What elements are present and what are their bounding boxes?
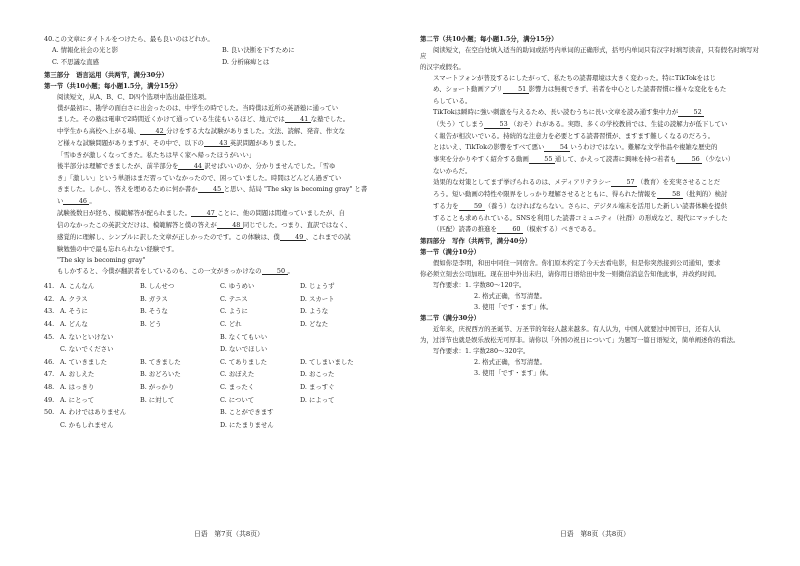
passage-text: 事実を分かりやすく紹介する動画 — [433, 155, 529, 164]
writing2-req-2: 2. 格式正确，书写清楚。 — [474, 358, 547, 367]
q40-option-c: C. 不思議な直感 — [52, 58, 100, 67]
passage-line — [420, 109, 760, 116]
option-row — [44, 321, 384, 327]
blank-number: 55 — [529, 156, 555, 163]
option-choice: D. ないでほしい — [220, 345, 268, 354]
passage-line — [44, 198, 384, 205]
blank-number: 46 — [63, 198, 89, 205]
passage-text: （おそ）れがある。実際、多くの学校教員では、生徒の読解力が低下してい — [510, 120, 728, 129]
writing2-req-1: 写作要求：1. 字数280～320字。 — [433, 347, 530, 356]
blank-number: 48 — [217, 222, 243, 229]
passage-text: （少ない） — [702, 155, 735, 164]
passage-text: 通して、かえって読書に興味を持つ若者も — [554, 155, 677, 164]
question-number: 41. — [44, 282, 55, 291]
blank-number: 41 — [285, 116, 311, 123]
writing1-header: 第一节（满分10分） — [420, 248, 481, 257]
passage-text: ことに、他の問題は間違っていましたが、自 — [217, 208, 346, 217]
passage-line — [420, 144, 760, 151]
passage-text: とはいえ、TikTokの影響をすべて悪い — [433, 143, 545, 152]
passage-line — [44, 210, 384, 217]
option-choice: B. ガラス — [140, 294, 168, 303]
passage-line — [420, 203, 760, 210]
writing2-header: 第二节（满分30分） — [420, 314, 481, 323]
blank-number: 47 — [191, 210, 217, 217]
option-row — [44, 409, 384, 415]
q40-option-a: A. 情報化社会の光と影 — [52, 46, 119, 54]
blank-number: 49 — [280, 234, 306, 241]
passage-line — [44, 140, 384, 147]
passage-line — [44, 234, 384, 241]
passage-line — [44, 163, 384, 170]
passage-text: 同じでした。つまり、直訳ではなく、 — [242, 220, 352, 229]
passage-text: 効果的な対策としてまず挙げられるのは、メディアリテラシー — [433, 178, 612, 187]
passage-line — [44, 222, 384, 229]
option-choice: C. おぼえた — [220, 370, 255, 379]
passage-line — [420, 75, 760, 81]
passage-text: な塾でした。 — [310, 114, 350, 123]
blank-number: 56 — [676, 156, 702, 163]
option-choice: B. おどろいた — [140, 370, 181, 379]
section2-instruction-2: 的汉字或假名。 — [420, 63, 465, 72]
section2-instruction-1: 阅读短文，在空白处填入适当的助词或括号内单词的正确形式，括号内单词只有汉字时填写读音，只有假名时填写对应 — [420, 46, 759, 61]
option-choice: C. どれ — [220, 320, 242, 328]
option-choice: C. まったく — [220, 382, 255, 391]
question-number: 42. — [44, 294, 55, 303]
option-choice: C. ように — [220, 307, 248, 316]
passage-line — [44, 116, 384, 123]
question-number: 47. — [44, 370, 55, 379]
option-row — [44, 384, 384, 390]
q40-option-d: D. 分析麻痺とは — [222, 58, 270, 67]
part3-header: 第三部分 语言运用（共两节，满分30分） — [44, 70, 168, 79]
question-number: 49. — [44, 395, 55, 404]
passage-line — [420, 215, 760, 221]
passage-line — [420, 156, 760, 163]
option-choice: C. について — [220, 395, 255, 404]
blank-number: 42 — [140, 128, 166, 135]
option-row — [44, 422, 384, 428]
passage-text: ました。その塾は電車で2時間近くかけて通っている生徒もいるほど、地元では — [57, 114, 285, 123]
page-7-footer: 日语 第7页（共8页） — [194, 530, 264, 538]
option-choice: D. おこった — [300, 370, 335, 379]
option-choice — [300, 346, 380, 352]
option-choice: B. ことができます — [220, 408, 274, 417]
option-choice: D. によって — [300, 395, 335, 404]
option-row — [44, 371, 384, 377]
writing1-req-3: 3. 使用「です・ます」体。 — [474, 303, 553, 312]
option-choice — [140, 346, 220, 352]
page-8-column — [420, 36, 760, 381]
option-choice: A. こんなん — [60, 282, 95, 291]
passage-line — [420, 168, 760, 174]
question-number — [44, 346, 60, 352]
passage-text: する力を — [433, 202, 459, 211]
blank-number: 44 — [178, 163, 204, 170]
passage-text: 中学生から高校へ上がる場、 — [57, 126, 141, 135]
passage-text: 、これまでの試 — [305, 232, 351, 241]
q40-option-b: B. 良い決断を下すために — [222, 46, 295, 54]
section1-instruction: 阅读短文，从A、B、C、D四个选项中选出最佳选项。 — [57, 92, 211, 101]
q40-options-row-1 — [44, 47, 384, 53]
passage-text: い — [57, 196, 64, 205]
option-choice: A. ないといけない — [60, 332, 114, 341]
passage-line — [44, 128, 384, 135]
option-choice — [300, 409, 380, 415]
passage-line — [44, 152, 384, 158]
passage-text: き」「激しい」という単語はまだ習っていなかったので、困っていました。時間はどんどん過ぎてい — [57, 173, 342, 182]
passage-line — [420, 191, 760, 198]
option-choice: D. にたまりません — [220, 420, 274, 429]
option-row — [44, 359, 384, 365]
passage-text: ろう。短い動画の特性や限界をしっかり理解させるとともに、得られた情報を — [433, 190, 657, 199]
option-choice — [300, 334, 380, 340]
passage-text: （批判的）検討 — [682, 190, 728, 199]
blank-number: 43 — [204, 140, 230, 147]
passage-line — [44, 186, 384, 193]
option-choice: A. そうに — [60, 307, 88, 316]
option-choice: B. に対して — [140, 395, 175, 404]
passage-text: （養う）なければならない。さらに、デジタル端末を活用した新しい読書体験を提供 — [484, 202, 728, 211]
option-choice: C. テニス — [220, 294, 248, 303]
passage-line — [420, 98, 760, 104]
passage-text: 僕が最初に、勘学の面白さに出会ったのは、中学生の時でした。当時僕は近所の英語塾に通ってい — [57, 103, 339, 112]
option-choice: B. なくてもいい — [220, 332, 268, 341]
passage-line — [420, 226, 760, 233]
option-choice — [140, 334, 220, 340]
option-choice: A. ていきました — [60, 357, 108, 366]
section1-header: 第一节（共10小题；每小题1.5分，满分15分） — [44, 81, 182, 90]
question-number: 46. — [44, 357, 55, 366]
option-row — [44, 346, 384, 352]
q40-stem: 40.この文章にタイトルをつけたら、最も良いのはどれか。 — [44, 35, 214, 43]
passage-line — [44, 257, 384, 263]
blank-number: 51 — [503, 86, 529, 93]
question-number: 43. — [44, 307, 55, 316]
passage-text: 信のなかったこの英訳文だけは、模範解答と僕の答えが — [57, 220, 217, 229]
blank-number: 50 — [262, 268, 288, 275]
passage-text: いうわけではない。難解な文学作品や複雑な歴史的 — [570, 143, 718, 152]
page-8-footer: 日语 第8页（共8页） — [560, 530, 630, 538]
passage-line — [44, 246, 384, 252]
blank-number: 57 — [611, 179, 637, 186]
passage-text: 訳せばいいのか、分かりませんでした。「雪ゆ — [204, 161, 336, 170]
passage-text: ないからだ。 — [433, 167, 472, 176]
option-choice: A. クラス — [60, 294, 88, 303]
option-choice: B. そうな — [140, 307, 168, 316]
option-choice: D. スカート — [300, 294, 335, 303]
passage-text: 影響力は無視できず、若者を中心とした読書習慣に様々な変化をもた — [528, 85, 727, 94]
option-choice: B. がっかり — [140, 382, 175, 391]
passage-text: 感覚的に理解し、シンプルに訳した文章が正しかったのです。この体験は、僕 — [57, 232, 280, 241]
option-choice: D. てしまいました — [300, 357, 354, 366]
passage-line — [44, 105, 384, 111]
blank-number: 59 — [459, 203, 485, 210]
cloze-options — [44, 283, 384, 428]
option-row — [44, 308, 384, 314]
option-row — [44, 296, 384, 302]
passage-text: 英訳問題がありました。 — [229, 138, 301, 147]
blank-number: 54 — [544, 144, 570, 151]
option-choice — [140, 409, 220, 415]
option-choice: C. ゆうめい — [220, 282, 255, 291]
option-choice: D. まっすぐ — [300, 382, 335, 391]
passage-line — [420, 121, 760, 128]
writing1-req-1: 写作要求：1. 字数80～120字。 — [433, 281, 526, 290]
option-choice: C. かもしれません — [60, 420, 114, 429]
option-choice: D. どなた — [300, 320, 329, 328]
option-choice: D. じょうず — [300, 282, 335, 291]
passage-text: することも求められている。SNSを利用した読書コミュニティ（社群）の形成など、現代にマッチした — [433, 214, 728, 223]
blank-number: 53 — [484, 121, 510, 128]
option-choice: C. ないでください — [60, 345, 114, 354]
writing1-prompt-1: 假如你是李明，和田中同住一同宿舍。你们原本约定了今天去看电影，但是你突然接到公司通知，要求 — [433, 259, 721, 268]
passage-text: 分けをする大な試験がありました。文法、読解、発音、作文な — [166, 126, 346, 135]
fill-passage — [420, 75, 760, 233]
section2-header: 第二节（共10小题；每小题1.5分，满分15分） — [420, 35, 558, 43]
blank-number: 60 — [497, 226, 523, 233]
blank-number: 45 — [198, 186, 224, 193]
passage-line — [420, 86, 760, 93]
blank-number: 52 — [678, 109, 704, 116]
passage-line — [44, 175, 384, 181]
writing2-req-3: 3. 使用「です・ます」体。 — [474, 369, 553, 378]
option-choice: B. てきました — [140, 357, 181, 366]
writing1-req-2: 2. 格式正确，书写清楚。 — [474, 292, 547, 301]
passage-text: きました。しかし、答えを埋めるために何か書か — [57, 184, 198, 193]
question-number: 48. — [44, 382, 55, 391]
passage-text: らしている。 — [433, 97, 472, 106]
question-number: 50. — [44, 408, 55, 417]
passage-text: 後半部分は理解できましたが、前半部分を — [57, 161, 179, 170]
writing2-prompt-2: 为，过洋节也就是娱乐放松无可厚非。请你以「外国の祝日について」为题写一篇日语短文，简单阐述你的看法。 — [420, 336, 740, 345]
part4-header: 第四部分 写作（共两节，满分40分） — [420, 237, 532, 246]
passage-text: （教育）を充実させることだ — [637, 178, 721, 187]
option-choice: C. てありました — [220, 357, 268, 366]
passage-text: スマートフォンが普及するにしたがって、私たちの読書環境は大きく変わった。特にTikTokをはじ — [433, 74, 716, 83]
option-choice: B. しんせつ — [140, 282, 175, 291]
passage-text: 。 — [89, 196, 96, 205]
passage-text: 。 — [287, 266, 294, 275]
option-choice: A. はっきり — [60, 382, 95, 391]
option-choice: A. にとって — [60, 395, 95, 404]
question-number: 44. — [44, 320, 55, 328]
passage-text: 試験後数日が経ち、模範解答が配られました。 — [57, 208, 192, 217]
passage-text: 「雪ゆきが激しくなってきた。私たちは早く家へ帰ったほうがいい」 — [57, 150, 256, 159]
passage-text: "The sky is becoming gray" — [57, 255, 146, 264]
option-row — [44, 334, 384, 340]
question-number — [44, 422, 60, 428]
passage-text: め、ショート動画アプリ — [433, 85, 503, 94]
passage-line — [420, 179, 760, 186]
blank-number: 58 — [657, 191, 683, 198]
passage-text: （匹配）読書の推進を — [433, 225, 497, 234]
passage-line — [44, 268, 384, 275]
writing2-prompt-1: 近年来，庆祝西方的圣诞节、万圣节的年轻人越来越多。有人认为，中国人就要过中国节日，还有人认 — [433, 325, 721, 334]
question-number: 45. — [44, 332, 55, 341]
passage-text: ど様々な試験問題がありますが、その中で、以下の — [57, 138, 204, 147]
option-choice: A. わけではありません — [60, 408, 127, 417]
passage-text: TikTokは瞬時に強い刺激を与えるため、長い読むうちに長い文章を読み通す集中力が — [433, 108, 679, 117]
page-7-column — [44, 36, 384, 434]
passage-text: と思い、結局 "The sky is becoming gray" と書 — [223, 184, 368, 193]
passage-text: もしかすると、今僕が翻訳者をしているのも、この一文がきっかけなの — [57, 266, 262, 275]
passage-text: （失う）てしまう — [433, 120, 485, 129]
option-choice: D. ような — [300, 307, 329, 316]
option-choice: A. おしえた — [60, 370, 95, 379]
cloze-passage — [44, 105, 384, 275]
writing1-prompt-2: 你必须立刻去公司加班。现在田中外出未归，请你用日语给田中发一则微信消息告知他此事，并改约时间。 — [420, 270, 721, 279]
option-choice — [140, 422, 220, 428]
passage-text: （模索する）べきである。 — [522, 225, 600, 234]
option-row — [44, 283, 384, 289]
passage-line — [420, 133, 760, 139]
q40-options-row-2 — [44, 59, 384, 65]
option-choice: B. どう — [140, 320, 162, 328]
option-choice — [300, 422, 380, 428]
passage-text: く報告が相次いでいる。持続的な注意力を必要とする読書習慣が、ますます難しくなるのだろう。 — [433, 132, 715, 141]
option-row — [44, 397, 384, 403]
option-choice: A. どんな — [60, 320, 88, 328]
passage-text: 験勉強の中で最も忘れられない経験です。 — [57, 244, 178, 253]
